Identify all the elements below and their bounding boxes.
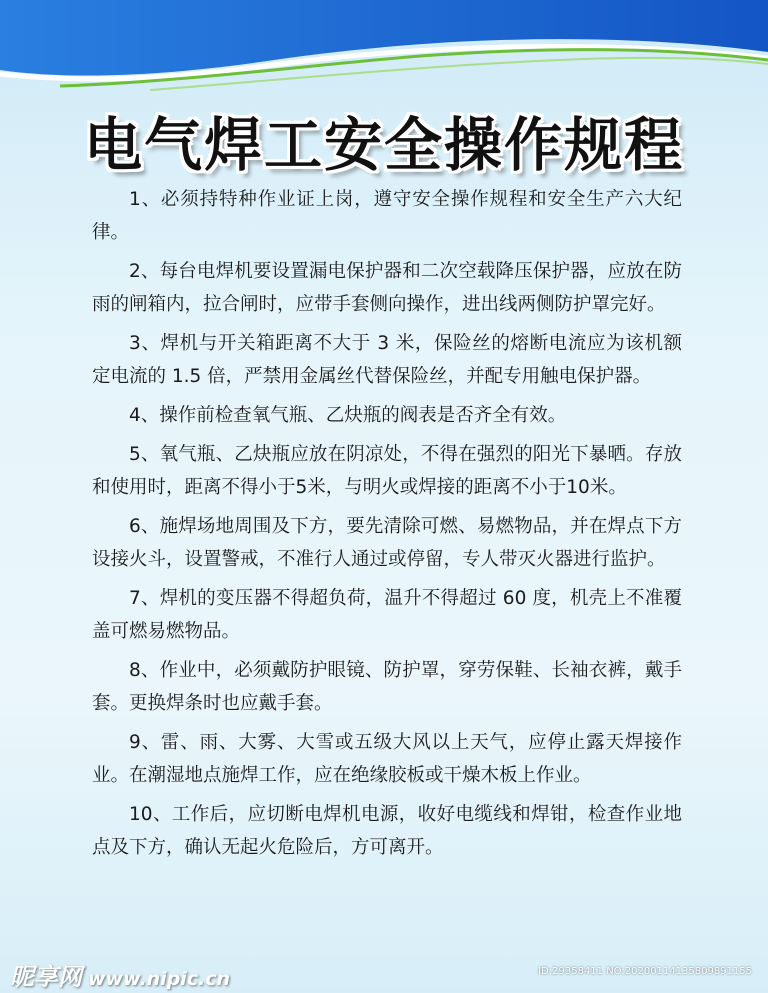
rules-list [92,183,682,870]
rule-item: 1、必须持特种作业证上岗，遵守安全操作规程和安全生产六大纪律。 [92,189,682,243]
rule-item: 5、氧气瓶、乙炔瓶应放在阴凉处，不得在强烈的阳光下暴晒。存放和使用时，距离不得小于5米，与明火或焊接的距离不小于10米。 [92,444,682,498]
header-wave-banner [0,0,768,100]
rule-item: 4、操作前检查氧气瓶、乙炔瓶的阀表是否齐全有效。 [129,405,567,426]
rule-item: 7、焊机的变压器不得超负荷，温升不得超过 60 度，机壳上不准覆盖可燃易燃物品。 [92,588,682,642]
rule-item: 10、工作后，应切断电焊机电源，收好电缆线和焊钳，检查作业地点及下方，确认无起火危险后，方可离开。 [92,804,682,858]
watermark-id: ID:29358411 NO:20200114135809891155 [538,966,752,977]
watermark-url: www.nipic.cn [88,968,231,990]
rule-item: 8、作业中，必须戴防护眼镜、防护罩，穿劳保鞋、长袖衣裤，戴手套。更换焊条时也应戴手套。 [92,660,682,714]
watermark-logo [10,957,230,992]
rule-item: 3、焊机与开关箱距离不大于 3 米，保险丝的熔断电流应为该机额定电流的 1.5 倍，严禁用金属丝代替保险丝，并配专用触电保护器。 [92,333,682,387]
page-title: 电气焊工安全操作规程 [83,111,684,179]
rule-item: 2、每台电焊机要设置漏电保护器和二次空载降压保护器，应放在防雨的闸箱内，拉合闸时，应带手套侧向操作，进出线两侧防护罩完好。 [92,261,682,315]
watermark-brand: 昵享网 [10,963,82,991]
rule-item: 6、施焊场地周围及下方，要先清除可燃、易燃物品，并在焊点下方设接火斗，设置警戒，不准行人通过或停留，专人带灭火器进行监护。 [92,516,682,570]
rule-item: 9、雷、雨、大雾、大雪或五级大风以上天气，应停止露天焊接作业。在潮湿地点施焊工作，应在绝缘胶板或干燥木板上作业。 [92,732,682,786]
